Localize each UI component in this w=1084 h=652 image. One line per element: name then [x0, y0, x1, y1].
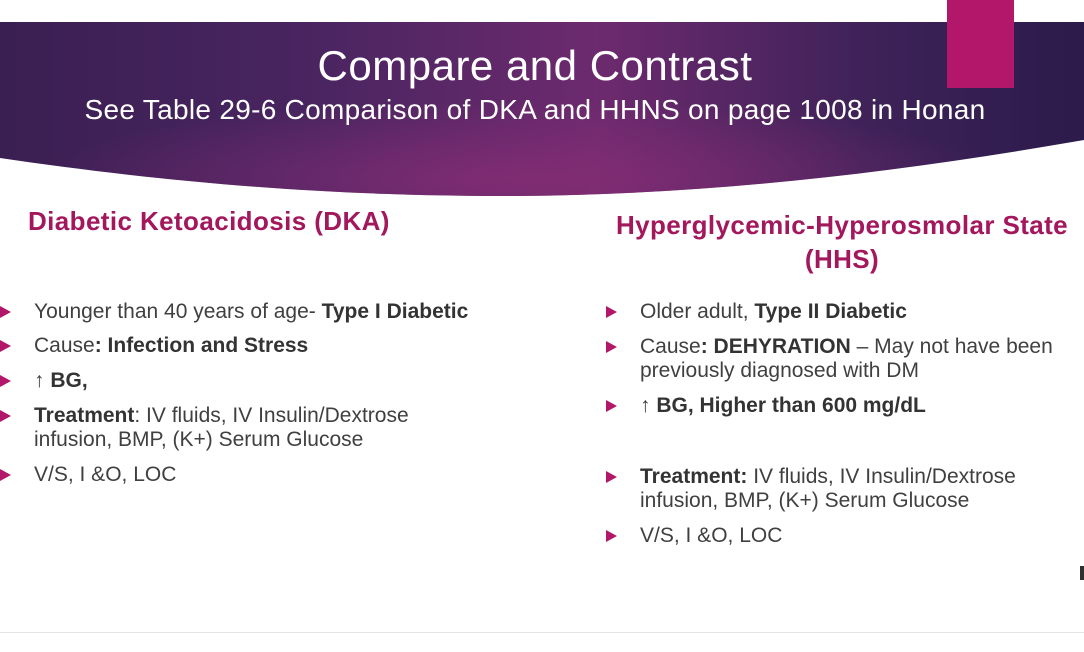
bullet-text-part: Older adult,: [640, 300, 755, 323]
bullet-text-part: Type I Diabetic: [321, 300, 469, 323]
footer-divider: [0, 632, 1084, 633]
dka-heading: Diabetic Ketoacidosis (DKA): [28, 206, 390, 236]
bullet-text: [640, 394, 926, 417]
hhs-heading: Hyperglycemic-Hyperosmolar State (HHS): [615, 210, 1069, 274]
list-item: [606, 465, 1076, 513]
list-item: [0, 300, 470, 324]
list-item: [0, 334, 470, 358]
bullet-text-part: : Infection and Stress: [94, 334, 309, 357]
list-item: [0, 369, 470, 393]
bullet-text: [640, 335, 1053, 382]
list-item: [606, 335, 1076, 383]
triangle-bullet-icon: [0, 306, 11, 318]
triangle-bullet-icon: [0, 410, 11, 422]
bullet-text: [34, 369, 88, 392]
bullet-text: [640, 300, 907, 323]
bullet-text: [34, 300, 468, 323]
bullet-text-part: ↑: [34, 369, 51, 392]
bullet-text-part: Cause: [640, 335, 701, 358]
list-item: [0, 404, 470, 452]
bullet-text: [34, 463, 176, 486]
bullet-text-part: : DEHYRATION: [700, 335, 851, 358]
bullet-text-part: ↑: [640, 394, 657, 417]
bullet-text-part: V/S, I &O, LOC: [34, 463, 177, 486]
list-item: [606, 524, 1076, 548]
triangle-bullet-icon: [0, 469, 11, 481]
list-item: [606, 300, 1076, 324]
bullet-text-part: Younger than 40 years of age-: [34, 300, 322, 323]
edge-mark: [1080, 566, 1084, 580]
bullet-text: [640, 465, 1016, 512]
hhs-bullet-list: [606, 300, 1076, 548]
bullet-text-part: Treatment:: [640, 465, 748, 488]
bullet-text-part: : IV fluids, IV Insulin/Dextrose infusion, BMP, (K+) Serum Glucose: [34, 404, 409, 451]
list-item: [0, 463, 470, 487]
triangle-bullet-icon: [606, 306, 617, 318]
list-item: [606, 394, 1076, 418]
bullet-text-part: BG,: [50, 369, 88, 392]
slide-subtitle: See Table 29-6 Comparison of DKA and HHNS on page 1008 in Honan: [84, 94, 986, 125]
dka-bullet-list: [0, 300, 470, 487]
bullet-text-part: BG, Higher than 600 mg/dL: [656, 394, 926, 417]
triangle-bullet-icon: [0, 340, 11, 352]
triangle-bullet-icon: [0, 375, 11, 387]
bullet-text-part: IV fluids, IV Insulin/Dextrose infusion, BMP, (K+) Serum Glucose: [640, 465, 1016, 512]
triangle-bullet-icon: [606, 341, 617, 353]
triangle-bullet-icon: [606, 471, 617, 483]
bullet-text: [640, 524, 782, 547]
bullet-text: [34, 334, 308, 357]
bullet-text: [34, 404, 409, 451]
bullet-text-part: Treatment: [34, 404, 135, 427]
bullet-text-part: Cause: [34, 334, 95, 357]
bullet-text-part: V/S, I &O, LOC: [640, 524, 783, 547]
bullet-text-part: – May not have been previously diagnosed with DM: [640, 335, 1053, 382]
triangle-bullet-icon: [606, 530, 617, 542]
bullet-text-part: Type II Diabetic: [754, 300, 907, 323]
triangle-bullet-icon: [606, 400, 617, 412]
slide-title: Compare and Contrast: [317, 42, 753, 89]
